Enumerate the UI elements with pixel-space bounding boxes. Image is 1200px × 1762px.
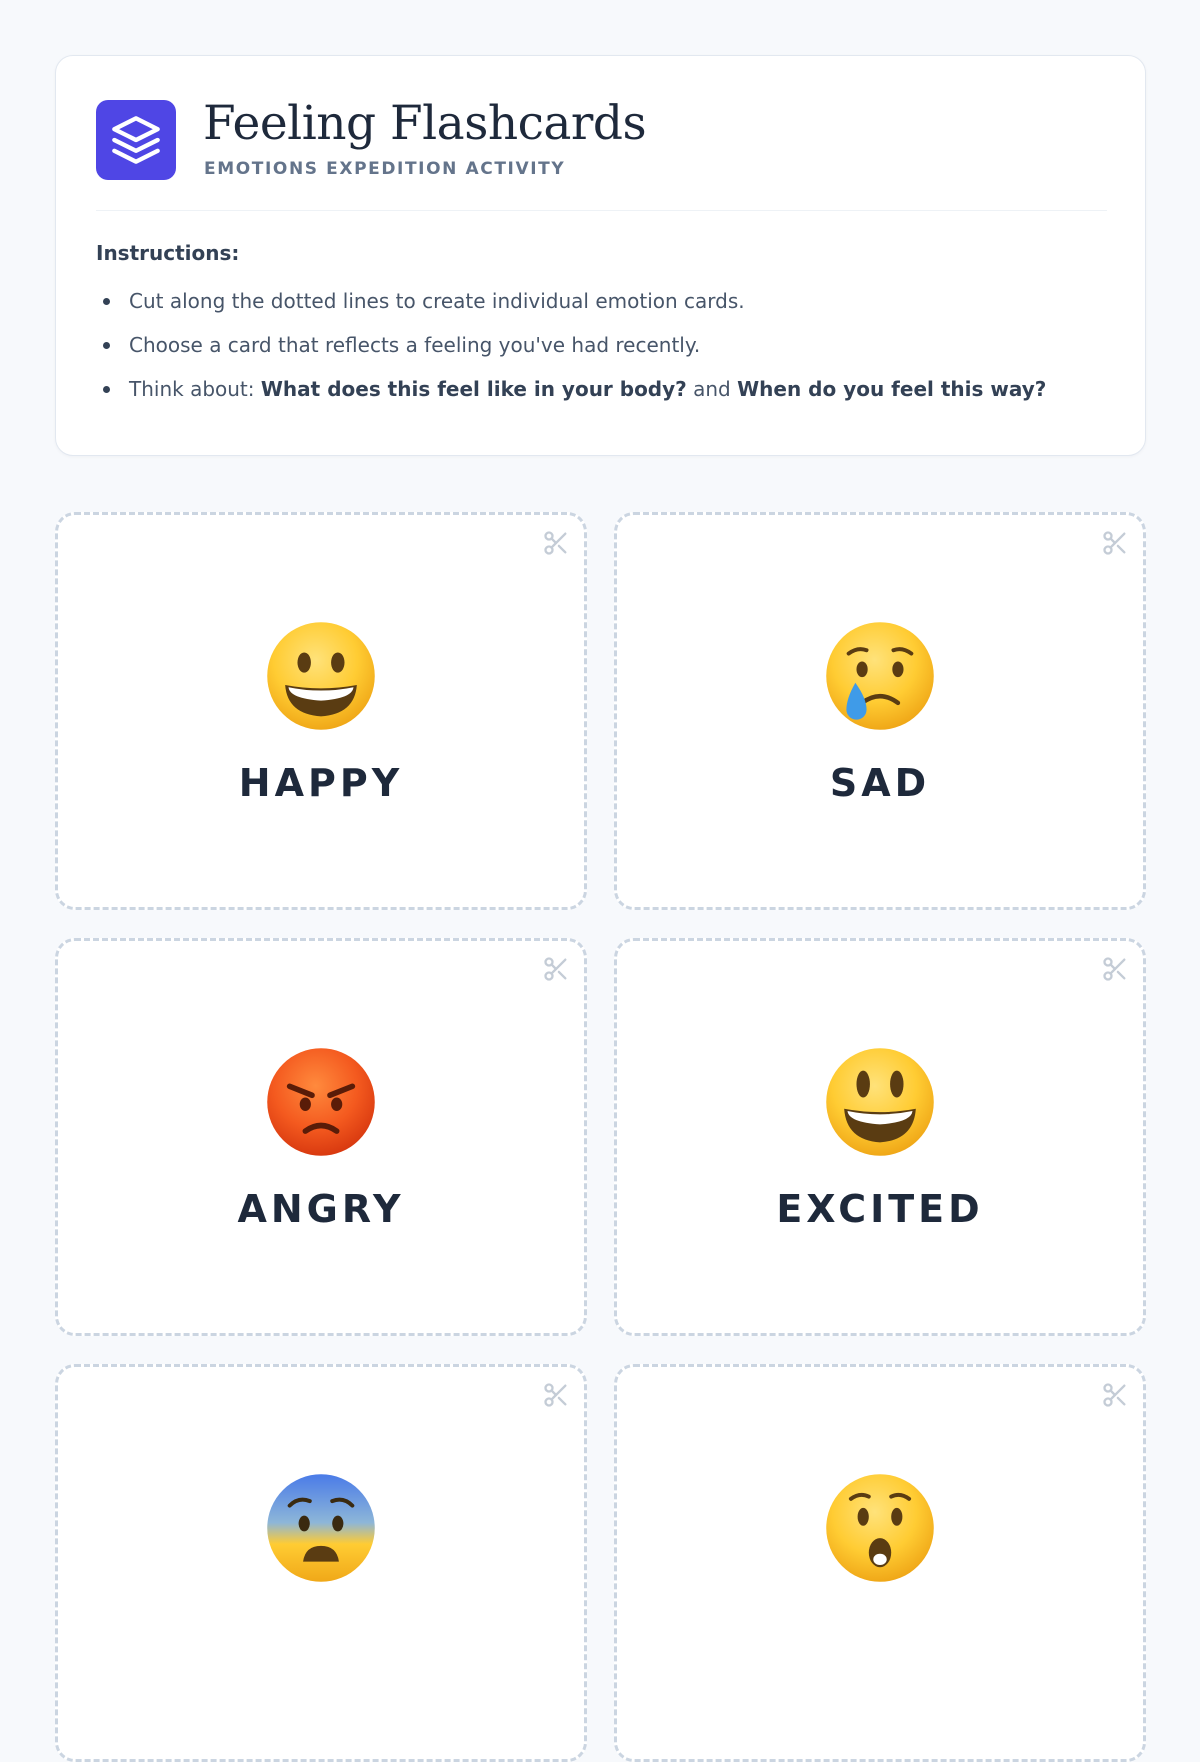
card-label: SAD: [829, 761, 931, 805]
flashcard-happy[interactable]: [55, 512, 587, 910]
bullet-icon: [103, 342, 110, 349]
crying-face-icon: [824, 620, 936, 732]
header-card: [55, 55, 1146, 456]
bullet-icon: [103, 386, 110, 393]
flashcard-anxious[interactable]: [55, 1364, 587, 1762]
flashcard-excited[interactable]: [614, 938, 1146, 1336]
angry-face-icon: [265, 1046, 377, 1158]
stacked-layers-icon: [96, 100, 176, 180]
scissors-icon: [1101, 1381, 1129, 1409]
instruction-item: Think about: What does this feel like in your body? and When do you feel this way?: [96, 374, 1116, 404]
surprised-face-icon: [824, 1472, 936, 1584]
flashcard-sad[interactable]: [614, 512, 1146, 910]
instruction-item: Choose a card that reflects a feeling you've had recently.: [96, 330, 1116, 360]
anxious-face-icon: [265, 1472, 377, 1584]
page-title: Feeling Flashcards: [203, 96, 647, 151]
scissors-icon: [542, 955, 570, 983]
instructions-list: [96, 286, 1116, 418]
scissors-icon: [542, 1381, 570, 1409]
divider: [96, 210, 1107, 211]
flashcard-angry[interactable]: [55, 938, 587, 1336]
instruction-item: Cut along the dotted lines to create individual emotion cards.: [96, 286, 1116, 316]
flashcard-surprised[interactable]: [614, 1364, 1146, 1762]
scissors-icon: [1101, 529, 1129, 557]
scissors-icon: [542, 529, 570, 557]
card-label: EXCITED: [776, 1187, 984, 1231]
smiley-face-icon: [824, 1046, 936, 1158]
grinning-face-icon: [265, 620, 377, 732]
bullet-icon: [103, 298, 110, 305]
page-subtitle: EMOTIONS EXPEDITION ACTIVITY: [204, 159, 566, 179]
instructions-label: Instructions:: [96, 241, 240, 265]
card-label: ANGRY: [237, 1187, 405, 1231]
scissors-icon: [1101, 955, 1129, 983]
card-label: HAPPY: [238, 761, 404, 805]
